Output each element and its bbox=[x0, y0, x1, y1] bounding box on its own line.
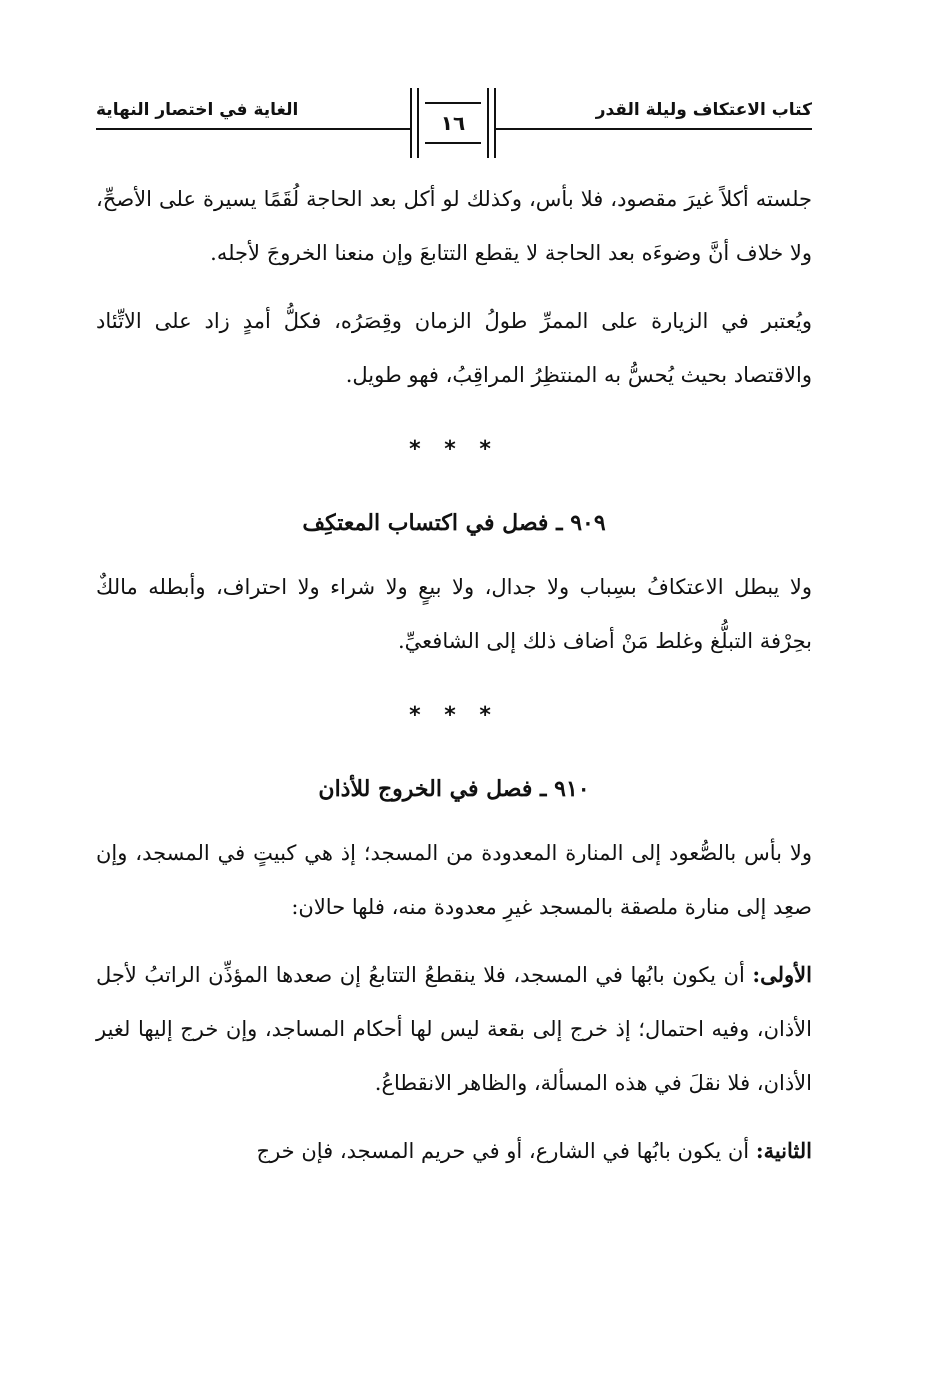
page-number-frame bbox=[410, 88, 496, 158]
section-heading-909: ٩٠٩ ـ فصل في اكتساب المعتكِف bbox=[302, 510, 606, 536]
frame-left-bar bbox=[410, 88, 419, 158]
section-separator: * * * bbox=[409, 437, 499, 462]
section-separator: * * * bbox=[409, 703, 499, 728]
paragraph-visit: ويُعتبر في الزيارة على الممرِّ طولُ الزمان وقِصَرُه، فكلُّ أمدٍ زاد على الاتِّئاد والاقتصاد بحيث يُحسُّ به المنتظِرُ المراقِبُ، فهو طويل. bbox=[96, 309, 812, 387]
first-case-text: أن يكون بابُها في المسجد، فلا ينقطعُ التتابعُ إن صعدها المؤذِّن الراتبُ لأجل الأذان، وفيه احتمال؛ إذ خرج إلى بقعة ليس لها أحكام المساجد، وإن خرج إليها لغير الأذان، فلا نقلَ في هذه المسألة، والظاهر الانقطاعُ. bbox=[96, 963, 812, 1095]
page-number: ١٦ bbox=[425, 102, 481, 144]
frame-right-bar bbox=[487, 88, 496, 158]
second-case-term: الثانية: bbox=[755, 1138, 812, 1163]
paragraph-minaret: ولا بأس بالصُّعود إلى المنارة المعدودة من المسجد؛ إذ هي كبيتٍ في المسجد، وإن صعِد إلى منارة ملصقة بالمسجد غيرِ معدودة منه، فلها حالان: bbox=[96, 841, 812, 919]
paragraph-first-case bbox=[96, 948, 812, 1110]
book-title: الغاية في اختصار النهاية bbox=[96, 100, 299, 120]
paragraph-earning: ولا يبطل الاعتكافُ بسِباب ولا جدال، ولا بيعٍ ولا شراء ولا احتراف، وأبطله مالكٌ بحِرْفة التبلُّغ وغلط مَنْ أضاف ذلك إلى الشافعيِّ. bbox=[96, 575, 812, 653]
section-heading-910: ٩١٠ ـ فصل في الخروج للأذان bbox=[318, 776, 590, 802]
first-case-term: الأولى: bbox=[752, 962, 812, 987]
paragraph-second-case bbox=[96, 1124, 812, 1178]
chapter-title: كتاب الاعتكاف وليلة القدر bbox=[595, 100, 812, 120]
second-case-text: أن يكون بابُها في الشارع، أو في حريم المسجد، فإن خرج bbox=[256, 1139, 750, 1163]
page-body bbox=[96, 172, 812, 1178]
paragraph-continuation: جلسته أكلاً غيرَ مقصود، فلا بأس، وكذلك لو أكل بعد الحاجة لُقَمًا يسيرة على الأصحِّ، ولا خلاف أنَّ وضوءَه بعد الحاجة لا يقطع التتابعَ وإن منعنا الخروجَ لأجله. bbox=[96, 187, 812, 265]
page-header bbox=[96, 86, 812, 172]
